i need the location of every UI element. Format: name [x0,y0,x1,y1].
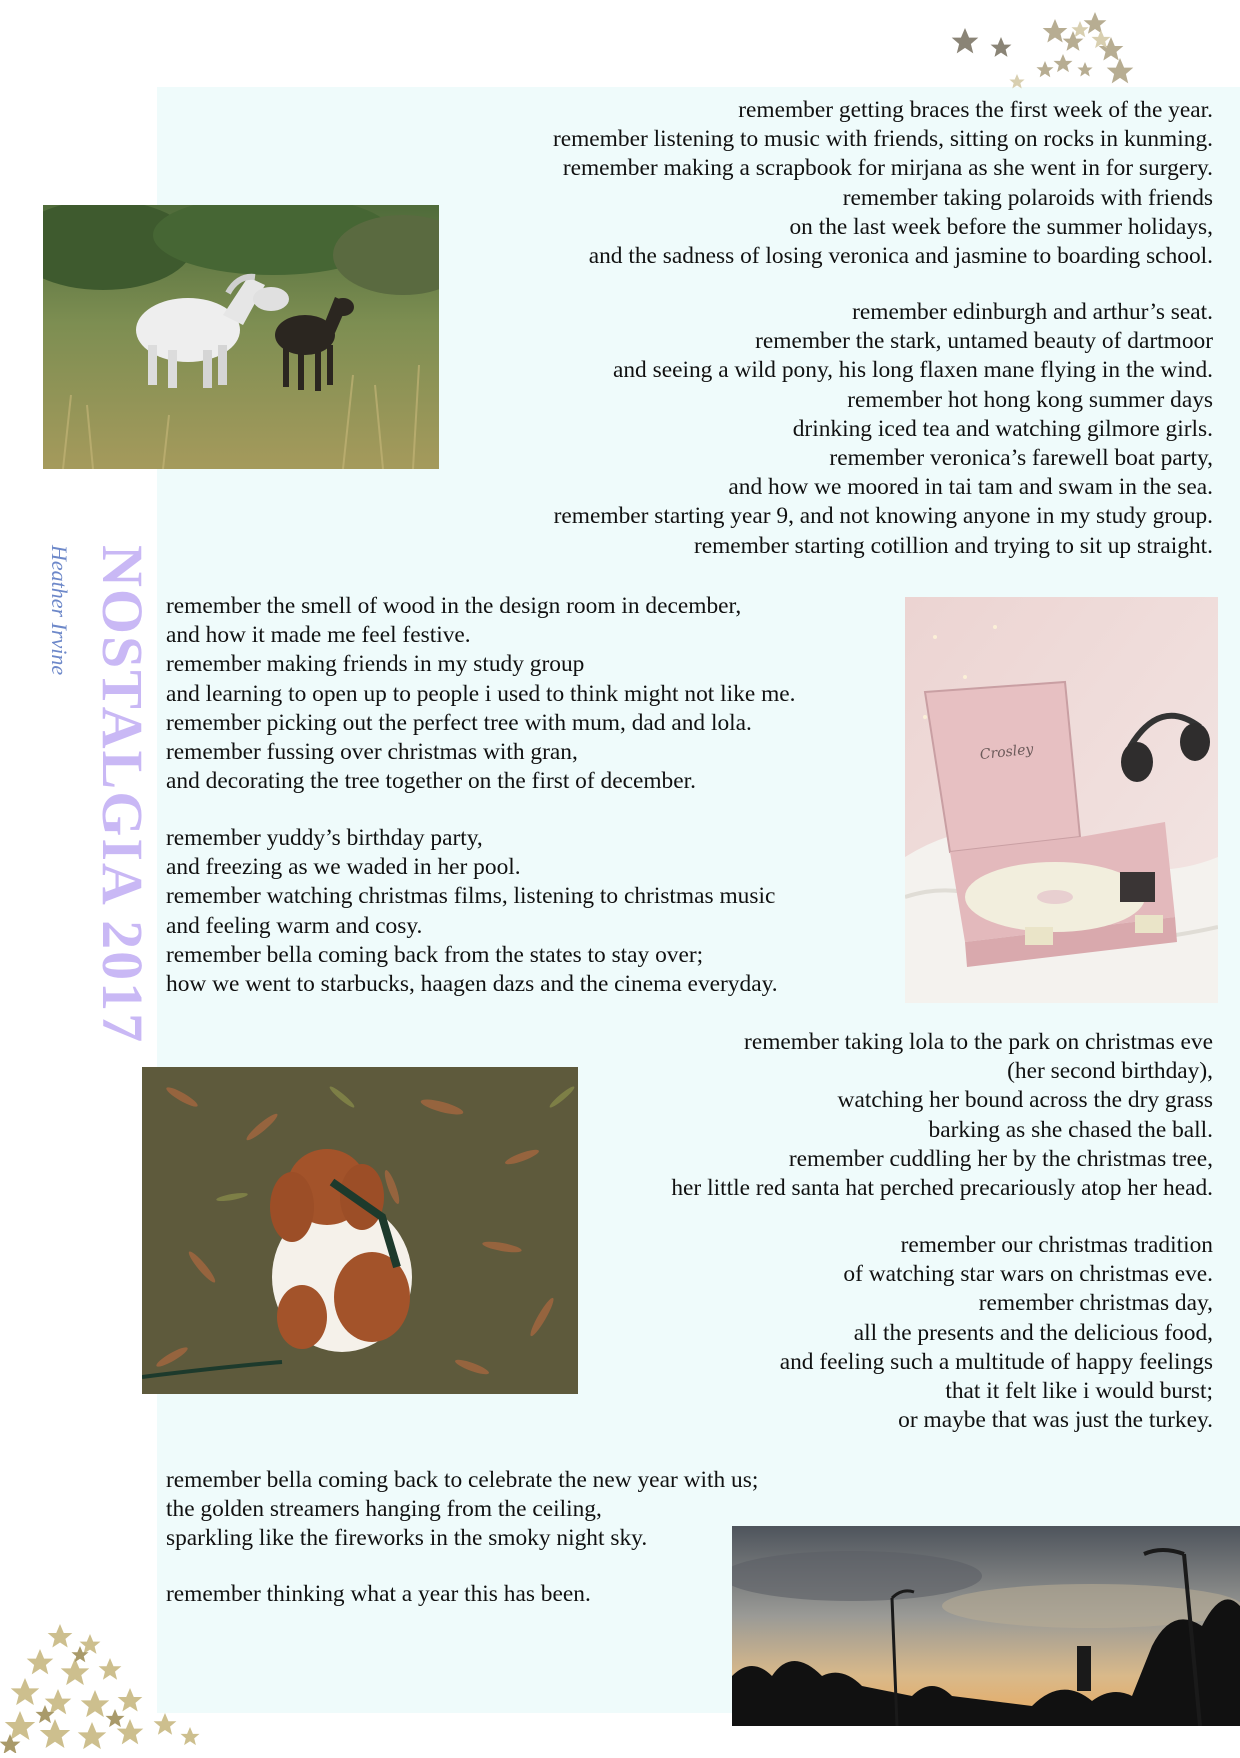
poem-line: remember edinburgh and arthur’s seat. [852,299,1213,325]
poem-stanza [553,96,1213,271]
poem-line: remember bella coming back to celebrate the new year with us; [166,1467,759,1493]
poem-line: that it felt like i would burst; [945,1378,1213,1405]
poem-line: remember the smell of wood in the design room in december, [166,593,742,619]
poem-line: barking as she chased the ball. [928,1116,1213,1143]
poem-line: and freezing as we waded in her pool. [166,854,521,881]
poem-stanza [671,1028,1213,1203]
poem-line: remember starting cotillion and trying to sit up straight. [693,532,1213,559]
poem-line: drinking iced tea and watching gilmore girls. [792,415,1213,442]
poem-stanza [166,1466,758,1554]
poem-line: remember taking lola to the park on christmas eve [744,1029,1213,1055]
poem-line: and seeing a wild pony, his long flaxen mane flying in the wind. [612,357,1213,384]
poem-line: remember fussing over christmas with gran, [166,739,578,766]
page-title: NOSTALGIA 2017 [90,545,155,1045]
poem-line: and learning to open up to people i used to think might not like me. [166,680,796,707]
poem-line: sparkling like the fireworks in the smoky night sky. [166,1525,648,1552]
poem-line: remember our christmas tradition [900,1232,1213,1258]
poem-line: remember bella coming back from the states to stay over; [166,941,704,968]
poem-line: and feeling such a multitude of happy feelings [779,1348,1213,1375]
poem-line: the golden streamers hanging from the ceiling, [166,1496,602,1523]
poem-line: and how we moored in tai tam and swam in the sea. [728,474,1213,501]
poem-line: on the last week before the summer holidays, [789,213,1213,240]
poem-stanza [166,824,778,999]
poem-line: remember watching christmas films, listening to christmas music [166,883,776,910]
record-player-photo [905,597,1218,1003]
poem-line: remember getting braces the first week of the year. [738,97,1213,123]
poem-stanza [780,1231,1213,1435]
poem-stanza [166,1580,591,1609]
poem-line: how we went to starbucks, haagen dazs and the cinema everyday. [166,971,778,998]
poem-line: remember hot hong kong summer days [847,386,1213,413]
poem-line: remember picking out the perfect tree with mum, dad and lola. [166,709,752,736]
stars-decoration-bottom [0,1615,220,1753]
poem-line: remember cuddling her by the christmas tree, [788,1145,1213,1172]
poem-line: and decorating the tree together on the first of december. [166,768,696,795]
poem-line: her little red santa hat perched precariously atop her head. [671,1175,1213,1202]
horses-photo [43,205,439,469]
poem-line: remember listening to music with friends, sitting on rocks in kunming. [552,126,1213,153]
poem-line: remember christmas day, [978,1290,1213,1317]
poem-line: or maybe that was just the turkey. [898,1407,1213,1434]
poem-line: watching her bound across the dry grass [837,1087,1213,1114]
poem-line: and feeling warm and cosy. [166,912,423,939]
poem-line: (her second birthday), [1007,1058,1213,1085]
stars-decoration-top [945,10,1145,90]
poem-line: remember making friends in my study group [166,651,585,678]
poem-line: remember the stark, untamed beauty of dartmoor [755,328,1213,355]
record-player-brand: Crosley [979,741,1035,764]
poem-line: and how it made me feel festive. [166,622,471,649]
poem-line: and the sadness of losing veronica and jasmine to boarding school. [588,243,1213,270]
poem-line: all the presents and the delicious food, [853,1319,1213,1346]
sunset-photo [732,1526,1240,1726]
author-name: Heather Irvine [47,545,72,676]
poem-line: remember making a scrapbook for mirjana as she went in for surgery. [562,155,1213,182]
poem-line: remember thinking what a year this has been. [166,1581,591,1607]
dog-photo [142,1067,578,1394]
poem-line: remember yuddy’s birthday party, [166,825,483,851]
poem-stanza [554,298,1213,561]
poem-line: remember starting year 9, and not knowing anyone in my study group. [553,503,1213,530]
poem-line: remember veronica’s farewell boat party, [829,445,1213,472]
poem-stanza [166,592,796,796]
poem-line: of watching star wars on christmas eve. [843,1261,1213,1288]
poem-line: remember taking polaroids with friends [842,184,1213,211]
